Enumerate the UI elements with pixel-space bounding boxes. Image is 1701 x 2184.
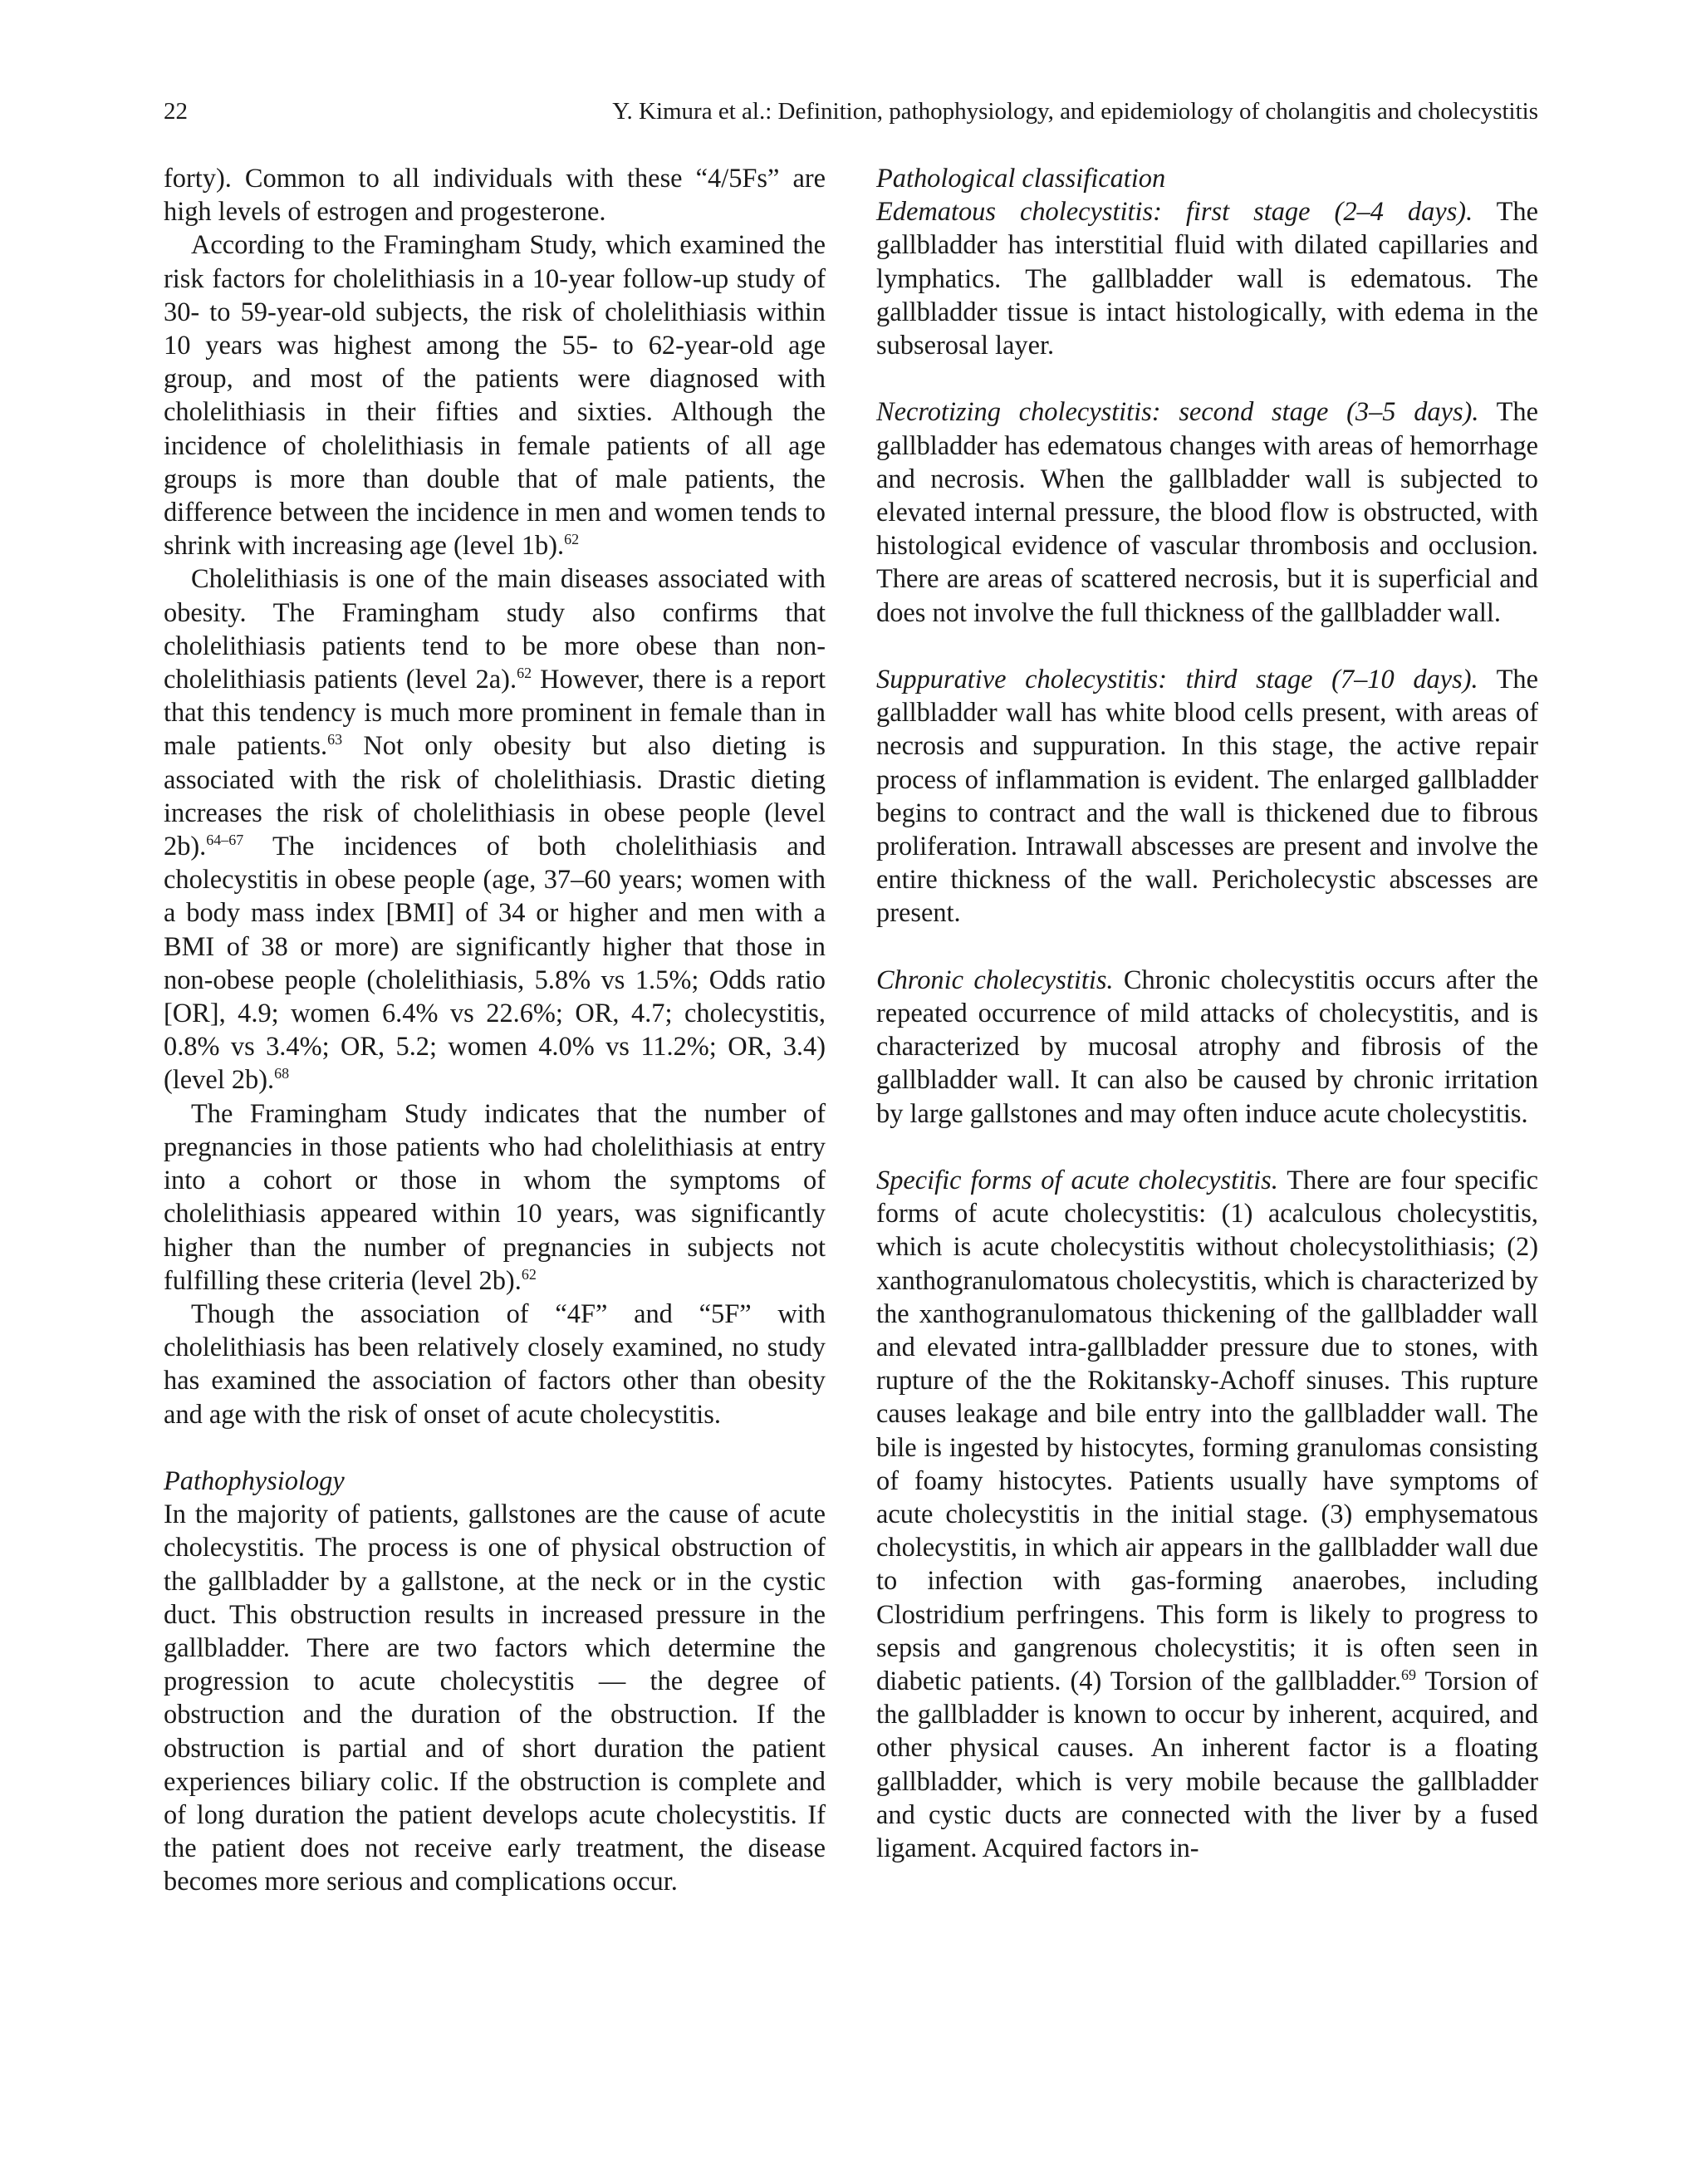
paragraph [164, 562, 826, 1097]
citation-ref: 68 [274, 1065, 290, 1082]
running-head-title: Y. Kimura et al.: Definition, pathophysiology, and epidemiology of cholangitis and cholecystitis [612, 98, 1538, 125]
citation-ref: 69 [1400, 1666, 1416, 1684]
runin-heading: Suppurative cholecystitis: third stage (7–10 days). [876, 665, 1478, 695]
paragraph-chronic [876, 964, 1538, 1131]
paragraph-text: The gallbladder has edematous changes with areas of hemorrhage and necrosis. When the gallbladder wall is subjected to elevated internal pressure, the blood flow is obstructed, with histological evidence of vascular thrombosis and occlusion. There are areas of scattered necrosis, but it is superficial and does not involve the full thickness of the gallbladder wall. [876, 397, 1538, 628]
section-heading-pathophysiology: Pathophysiology [164, 1465, 345, 1496]
page-number: 22 [164, 98, 188, 125]
paragraph-suppurative [876, 663, 1538, 930]
citation-ref: 64–67 [206, 832, 244, 849]
paragraph [164, 228, 826, 562]
left-column [164, 162, 826, 1899]
runin-heading: Necrotizing cholecystitis: second stage (3–5 days). [876, 397, 1479, 428]
right-column [876, 162, 1538, 1865]
paragraph-text: Chronic cholecystitis occurs after the repeated occurrence of mild attacks of cholecystitis, and is characterized by mucosal atrophy and fibrosis of the gallbladder wall. It can also be caused by chronic irritation by large gallstones and may often induce acute cholecystitis. [876, 964, 1538, 1129]
paragraph: forty). Common to all individuals with these “4/5Fs” are high levels of estrogen and progesterone. [164, 164, 826, 228]
citation-ref: 62 [521, 1265, 537, 1283]
paragraph-text: However, there is a report that this tendency is much more prominent in female than in male patients. [164, 665, 826, 762]
paragraph-necrotizing [876, 395, 1538, 629]
runin-heading: Chronic cholecystitis. [876, 964, 1114, 995]
paragraph-text: There are four specific forms of acute cholecystitis: (1) acalculous cholecystitis, which is acute cholecystitis without cholecystolithiasis; (2) xanthogranulomatous cholecystitis, which is characterized by the xanthogranulomatous thickening of the gallbladder wall and elevated intra-gallbladder pressure due to stones, with rupture of the the Rokitansky-Achoff sinuses. This rupture causes leakage and bile entry into the gallbladder wall. The bile is ingested by histocytes, forming granulomas consisting of foamy histocytes. Patients usually have symptoms of acute cholecystitis in the initial stage. (3) emphysematous cholecystitis, in which air appears in the gallbladder wall due to infection with gas-forming anaerobes, including Clostridium perfringens. This form is likely to progress to sepsis and gangrenous cholecystitis; it is often seen in diabetic patients. (4) Torsion of the gallbladder. [876, 1166, 1539, 1697]
citation-ref: 62 [564, 531, 580, 548]
runin-heading: Specific forms of acute cholecystitis. [876, 1166, 1278, 1196]
section-heading-pathological-classification: Pathological classification [876, 164, 1166, 194]
paragraph [164, 1097, 826, 1298]
paragraph-text: According to the Framingham Study, which examined the risk factors for cholelithiasis in a 10-year follow-up study of 30- to 59-year-old subjects, the risk of cholelithiasis within 10 years was highest among the 55- to 62-year-old age group, and most of the patients were diagnosed with cholelithiasis in their fifties and sixties. Although the incidence of cholelithiasis in female patients of all age groups is more than double that of male patients, the difference between the incidence in men and women tends to shrink with increasing age (level 1b). [164, 230, 826, 562]
paragraph-edematous [876, 195, 1538, 362]
paragraph-text: The gallbladder wall has white blood cells present, with areas of necrosis and suppuration. In this stage, the active repair process of inflammation is evident. The enlarged gallbladder begins to contract and the wall is thickened due to fibrous proliferation. Intrawall abscesses are present and involve the entire thickness of the wall. Pericholecystic abscesses are present. [876, 665, 1538, 929]
paragraph-text: The Framingham Study indicates that the number of pregnancies in those patients who had cholelithiasis at entry into a cohort or those in whom the symptoms of cholelithiasis appeared within 10 years, was significantly higher than the number of pregnancies in subjects not fulfilling these criteria (level 2b). [164, 1098, 826, 1296]
paragraph: Though the association of “4F” and “5F” with cholelithiasis has been relatively closely examined, no study has examined the association of factors other than obesity and age with the risk of onset of acute cholecystitis. [164, 1298, 826, 1430]
paragraph-text: The gallbladder has interstitial fluid with dilated capillaries and lymphatics. The gallbladder wall is edematous. The gallbladder tissue is intact histologically, with edema in the subserosal layer. [876, 197, 1538, 361]
citation-ref: 62 [517, 665, 532, 682]
paragraph: In the majority of patients, gallstones are the cause of acute cholecystitis. The process is one of physical obstruction of the gallbladder by a gallstone, at the neck or in the cystic duct. This obstruction results in increased pressure in the gallbladder. There are two factors which determine the progression to acute cholecystitis — the degree of obstruction and the duration of the obstruction. If the obstruction is partial and of short duration the patient experiences biliary colic. If the obstruction is complete and of long duration the patient develops acute cholecystitis. If the patient does not receive early treatment, the disease becomes more serious and complications occur. [164, 1499, 826, 1897]
runin-heading: Edematous cholecystitis: first stage (2–4 days). [876, 197, 1473, 228]
paragraph-specific-forms [876, 1164, 1538, 1865]
paragraph-text: The incidences of both cholelithiasis and cholecystitis in obese people (age, 37–60 years; women with a body mass index [BMI] of 34 or higher and men with a BMI of 38 or more) are significantly higher that those in non-obese people (cholelithiasis, 5.8% vs 1.5%; Odds ratio [OR], 4.9; women 6.4% vs 22.6%; OR, 4.7; cholecystitis, 0.8% vs 3.4%; OR, 5.2; women 4.0% vs 11.2%; OR, 3.4) (level 2b). [164, 832, 826, 1096]
paragraph-text: Not only obesity but also dieting is associated with the risk of cholelithiasis. Drastic dieting increases the risk of cholelithiasis in obese people (level 2b). [164, 731, 826, 862]
paragraph-text: Torsion of the gallbladder is known to occur by inherent, acquired, and other physical causes. An inherent factor is a floating gallbladder, which is very mobile because the gallbladder and cystic ducts are connected with the liver by a fused ligament. Acquired factors in- [876, 1666, 1539, 1864]
citation-ref: 63 [327, 731, 343, 748]
paragraph-text: Cholelithiasis is one of the main diseases associated with obesity. The Framingham study also confirms that cholelithiasis patients tend to be more obese than non-cholelithiasis patients (level 2a). [164, 564, 826, 695]
